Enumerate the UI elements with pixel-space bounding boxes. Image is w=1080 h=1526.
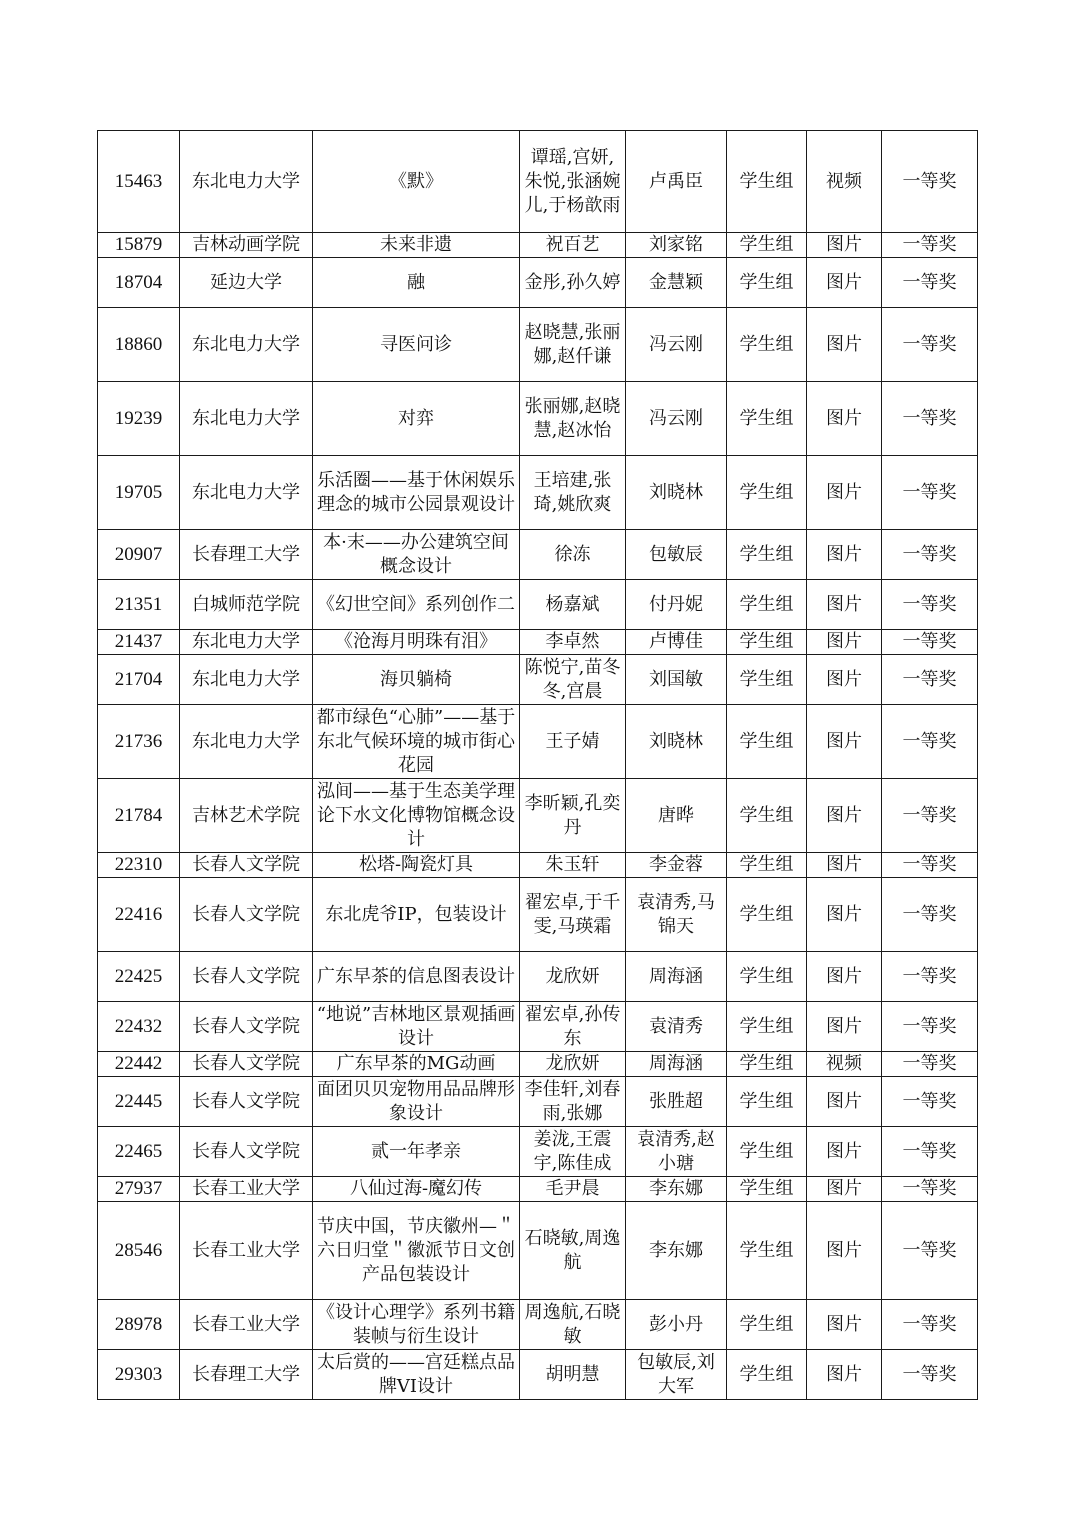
advisor-cell: 刘国敏 <box>626 655 727 705</box>
authors-cell: 徐冻 <box>520 530 626 580</box>
table-row <box>98 530 978 580</box>
group-cell: 学生组 <box>727 530 807 580</box>
work-title-cell: 寻医问诊 <box>313 308 520 382</box>
table-row <box>98 705 978 779</box>
advisor-cell: 冯云刚 <box>626 308 727 382</box>
award-cell: 一等奖 <box>882 382 978 456</box>
group-cell: 学生组 <box>727 233 807 258</box>
entry-id-cell: 22465 <box>98 1127 180 1177</box>
school-cell: 白城师范学院 <box>180 580 313 630</box>
group-cell: 学生组 <box>727 308 807 382</box>
authors-cell: 王子婧 <box>520 705 626 779</box>
entry-id-cell: 22416 <box>98 878 180 952</box>
advisor-cell: 金慧颖 <box>626 258 727 308</box>
work-title-cell: 对弈 <box>313 382 520 456</box>
group-cell: 学生组 <box>727 1127 807 1177</box>
work-title-cell: 节庆中国，节庆徽州—＂六日归堂＂徽派节日文创产品包装设计 <box>313 1202 520 1300</box>
group-cell: 学生组 <box>727 258 807 308</box>
school-cell: 长春理工大学 <box>180 530 313 580</box>
work-title-cell: 都市绿色“心肺”——基于东北气候环境的城市街心花园 <box>313 705 520 779</box>
award-cell: 一等奖 <box>882 131 978 233</box>
work-title-cell: 太后赏的——宫廷糕点品牌VI设计 <box>313 1350 520 1400</box>
advisor-cell: 唐晔 <box>626 779 727 853</box>
school-cell: 长春人文学院 <box>180 1052 313 1077</box>
entry-id-cell: 19239 <box>98 382 180 456</box>
award-cell: 一等奖 <box>882 1350 978 1400</box>
work-title-cell: “地说”吉林地区景观插画设计 <box>313 1002 520 1052</box>
advisor-cell: 张胜超 <box>626 1077 727 1127</box>
school-cell: 东北电力大学 <box>180 131 313 233</box>
media-type-cell: 图片 <box>807 1300 882 1350</box>
table-row <box>98 308 978 382</box>
entry-id-cell: 27937 <box>98 1177 180 1202</box>
media-type-cell: 视频 <box>807 131 882 233</box>
entry-id-cell: 21351 <box>98 580 180 630</box>
table-row <box>98 779 978 853</box>
media-type-cell: 图片 <box>807 1350 882 1400</box>
school-cell: 东北电力大学 <box>180 308 313 382</box>
media-type-cell: 图片 <box>807 308 882 382</box>
advisor-cell: 刘晓林 <box>626 456 727 530</box>
table-row <box>98 1177 978 1202</box>
school-cell: 吉林动画学院 <box>180 233 313 258</box>
group-cell: 学生组 <box>727 1202 807 1300</box>
school-cell: 东北电力大学 <box>180 655 313 705</box>
authors-cell: 胡明慧 <box>520 1350 626 1400</box>
group-cell: 学生组 <box>727 1002 807 1052</box>
authors-cell: 龙欣妍 <box>520 1052 626 1077</box>
table-row <box>98 456 978 530</box>
group-cell: 学生组 <box>727 779 807 853</box>
group-cell: 学生组 <box>727 131 807 233</box>
award-cell: 一等奖 <box>882 1202 978 1300</box>
award-cell: 一等奖 <box>882 1077 978 1127</box>
table-row <box>98 655 978 705</box>
award-cell: 一等奖 <box>882 630 978 655</box>
entry-id-cell: 15879 <box>98 233 180 258</box>
group-cell: 学生组 <box>727 853 807 878</box>
award-cell: 一等奖 <box>882 705 978 779</box>
media-type-cell: 图片 <box>807 1127 882 1177</box>
advisor-cell: 刘家铭 <box>626 233 727 258</box>
media-type-cell: 图片 <box>807 630 882 655</box>
media-type-cell: 图片 <box>807 878 882 952</box>
group-cell: 学生组 <box>727 580 807 630</box>
authors-cell: 赵晓慧,张丽娜,赵仟谦 <box>520 308 626 382</box>
authors-cell: 龙欣妍 <box>520 952 626 1002</box>
entry-id-cell: 18704 <box>98 258 180 308</box>
advisor-cell: 李金蓉 <box>626 853 727 878</box>
entry-id-cell: 21704 <box>98 655 180 705</box>
award-cell: 一等奖 <box>882 1002 978 1052</box>
authors-cell: 王培建,张琦,姚欣爽 <box>520 456 626 530</box>
work-title-cell: 《默》 <box>313 131 520 233</box>
media-type-cell: 图片 <box>807 655 882 705</box>
work-title-cell: 广东早茶的MG动画 <box>313 1052 520 1077</box>
work-title-cell: 乐活圈——基于休闲娱乐理念的城市公园景观设计 <box>313 456 520 530</box>
school-cell: 长春人文学院 <box>180 878 313 952</box>
authors-cell: 毛尹晨 <box>520 1177 626 1202</box>
table-row <box>98 1300 978 1350</box>
media-type-cell: 图片 <box>807 1177 882 1202</box>
work-title-cell: 泓间——基于生态美学理论下水文化博物馆概念设计 <box>313 779 520 853</box>
advisor-cell: 包敏辰 <box>626 530 727 580</box>
media-type-cell: 图片 <box>807 233 882 258</box>
advisor-cell: 刘晓林 <box>626 705 727 779</box>
group-cell: 学生组 <box>727 1350 807 1400</box>
advisor-cell: 周海涵 <box>626 952 727 1002</box>
work-title-cell: 贰一年孝亲 <box>313 1127 520 1177</box>
advisor-cell: 彭小丹 <box>626 1300 727 1350</box>
table-row <box>98 1127 978 1177</box>
work-title-cell: 融 <box>313 258 520 308</box>
table-row <box>98 1077 978 1127</box>
group-cell: 学生组 <box>727 630 807 655</box>
award-cell: 一等奖 <box>882 878 978 952</box>
authors-cell: 朱玉轩 <box>520 853 626 878</box>
entry-id-cell: 21784 <box>98 779 180 853</box>
authors-cell: 杨嘉斌 <box>520 580 626 630</box>
advisor-cell: 付丹妮 <box>626 580 727 630</box>
media-type-cell: 图片 <box>807 530 882 580</box>
entry-id-cell: 19705 <box>98 456 180 530</box>
entry-id-cell: 28978 <box>98 1300 180 1350</box>
table-row <box>98 1350 978 1400</box>
work-title-cell: 八仙过海-魔幻传 <box>313 1177 520 1202</box>
media-type-cell: 图片 <box>807 258 882 308</box>
school-cell: 长春人文学院 <box>180 853 313 878</box>
work-title-cell: 东北虎爷IP，包装设计 <box>313 878 520 952</box>
media-type-cell: 图片 <box>807 1002 882 1052</box>
school-cell: 长春工业大学 <box>180 1177 313 1202</box>
school-cell: 吉林艺术学院 <box>180 779 313 853</box>
award-cell: 一等奖 <box>882 580 978 630</box>
group-cell: 学生组 <box>727 1052 807 1077</box>
group-cell: 学生组 <box>727 382 807 456</box>
school-cell: 东北电力大学 <box>180 630 313 655</box>
media-type-cell: 图片 <box>807 779 882 853</box>
work-title-cell: 面团贝贝宠物用品品牌形象设计 <box>313 1077 520 1127</box>
authors-cell: 石晓敏,周逸航 <box>520 1202 626 1300</box>
group-cell: 学生组 <box>727 952 807 1002</box>
table-body <box>98 131 978 1400</box>
advisor-cell: 冯云刚 <box>626 382 727 456</box>
school-cell: 东北电力大学 <box>180 456 313 530</box>
group-cell: 学生组 <box>727 1300 807 1350</box>
authors-cell: 翟宏卓,孙传东 <box>520 1002 626 1052</box>
work-title-cell: 广东早茶的信息图表设计 <box>313 952 520 1002</box>
entry-id-cell: 22310 <box>98 853 180 878</box>
work-title-cell: 《设计心理学》系列书籍装帧与衍生设计 <box>313 1300 520 1350</box>
group-cell: 学生组 <box>727 1177 807 1202</box>
authors-cell: 李昕颖,孔奕丹 <box>520 779 626 853</box>
award-cell: 一等奖 <box>882 952 978 1002</box>
work-title-cell: 松塔-陶瓷灯具 <box>313 853 520 878</box>
advisor-cell: 周海涵 <box>626 1052 727 1077</box>
school-cell: 东北电力大学 <box>180 382 313 456</box>
award-cell: 一等奖 <box>882 853 978 878</box>
entry-id-cell: 28546 <box>98 1202 180 1300</box>
media-type-cell: 图片 <box>807 382 882 456</box>
school-cell: 长春理工大学 <box>180 1350 313 1400</box>
table-row <box>98 1202 978 1300</box>
media-type-cell: 图片 <box>807 705 882 779</box>
authors-cell: 祝百艺 <box>520 233 626 258</box>
award-cell: 一等奖 <box>882 530 978 580</box>
award-cell: 一等奖 <box>882 655 978 705</box>
school-cell: 长春人文学院 <box>180 1077 313 1127</box>
group-cell: 学生组 <box>727 1077 807 1127</box>
table-row <box>98 131 978 233</box>
group-cell: 学生组 <box>727 705 807 779</box>
award-results-table <box>97 130 978 1400</box>
table-row <box>98 878 978 952</box>
table-row <box>98 580 978 630</box>
work-title-cell: 未来非遗 <box>313 233 520 258</box>
entry-id-cell: 21736 <box>98 705 180 779</box>
advisor-cell: 卢禹臣 <box>626 131 727 233</box>
work-title-cell: 本·末——办公建筑空间概念设计 <box>313 530 520 580</box>
work-title-cell: 海贝躺椅 <box>313 655 520 705</box>
award-cell: 一等奖 <box>882 1177 978 1202</box>
entry-id-cell: 15463 <box>98 131 180 233</box>
authors-cell: 周逸航,石晓敏 <box>520 1300 626 1350</box>
authors-cell: 李卓然 <box>520 630 626 655</box>
entry-id-cell: 22442 <box>98 1052 180 1077</box>
school-cell: 东北电力大学 <box>180 705 313 779</box>
media-type-cell: 图片 <box>807 1202 882 1300</box>
award-cell: 一等奖 <box>882 1052 978 1077</box>
group-cell: 学生组 <box>727 456 807 530</box>
entry-id-cell: 29303 <box>98 1350 180 1400</box>
authors-cell: 姜泷,王震宇,陈佳成 <box>520 1127 626 1177</box>
entry-id-cell: 22432 <box>98 1002 180 1052</box>
authors-cell: 张丽娜,赵晓慧,赵冰怡 <box>520 382 626 456</box>
award-cell: 一等奖 <box>882 456 978 530</box>
media-type-cell: 视频 <box>807 1052 882 1077</box>
authors-cell: 陈悦宁,苗冬冬,宫晨 <box>520 655 626 705</box>
advisor-cell: 卢博佳 <box>626 630 727 655</box>
table-row <box>98 952 978 1002</box>
work-title-cell: 《沧海月明珠有泪》 <box>313 630 520 655</box>
table-row <box>98 233 978 258</box>
school-cell: 长春人文学院 <box>180 1127 313 1177</box>
award-cell: 一等奖 <box>882 1300 978 1350</box>
media-type-cell: 图片 <box>807 952 882 1002</box>
authors-cell: 李佳轩,刘春雨,张娜 <box>520 1077 626 1127</box>
media-type-cell: 图片 <box>807 580 882 630</box>
authors-cell: 金彤,孙久婷 <box>520 258 626 308</box>
table-row <box>98 1002 978 1052</box>
media-type-cell: 图片 <box>807 853 882 878</box>
table-row <box>98 1052 978 1077</box>
advisor-cell: 袁清秀,马锦天 <box>626 878 727 952</box>
entry-id-cell: 20907 <box>98 530 180 580</box>
table-row <box>98 853 978 878</box>
advisor-cell: 袁清秀,赵小瑭 <box>626 1127 727 1177</box>
award-cell: 一等奖 <box>882 258 978 308</box>
table-row <box>98 382 978 456</box>
school-cell: 长春工业大学 <box>180 1202 313 1300</box>
entry-id-cell: 18860 <box>98 308 180 382</box>
advisor-cell: 袁清秀 <box>626 1002 727 1052</box>
advisor-cell: 李东娜 <box>626 1202 727 1300</box>
authors-cell: 谭瑶,宫妍,朱悦,张涵婉儿,于杨歆雨 <box>520 131 626 233</box>
entry-id-cell: 22445 <box>98 1077 180 1127</box>
award-cell: 一等奖 <box>882 233 978 258</box>
advisor-cell: 包敏辰,刘大军 <box>626 1350 727 1400</box>
table-row <box>98 258 978 308</box>
group-cell: 学生组 <box>727 878 807 952</box>
school-cell: 延边大学 <box>180 258 313 308</box>
media-type-cell: 图片 <box>807 1077 882 1127</box>
table-row <box>98 630 978 655</box>
school-cell: 长春工业大学 <box>180 1300 313 1350</box>
media-type-cell: 图片 <box>807 456 882 530</box>
entry-id-cell: 21437 <box>98 630 180 655</box>
authors-cell: 翟宏卓,于千雯,马瑛霜 <box>520 878 626 952</box>
group-cell: 学生组 <box>727 655 807 705</box>
award-cell: 一等奖 <box>882 779 978 853</box>
award-cell: 一等奖 <box>882 1127 978 1177</box>
school-cell: 长春人文学院 <box>180 952 313 1002</box>
school-cell: 长春人文学院 <box>180 1002 313 1052</box>
award-cell: 一等奖 <box>882 308 978 382</box>
entry-id-cell: 22425 <box>98 952 180 1002</box>
advisor-cell: 李东娜 <box>626 1177 727 1202</box>
work-title-cell: 《幻世空间》系列创作二 <box>313 580 520 630</box>
